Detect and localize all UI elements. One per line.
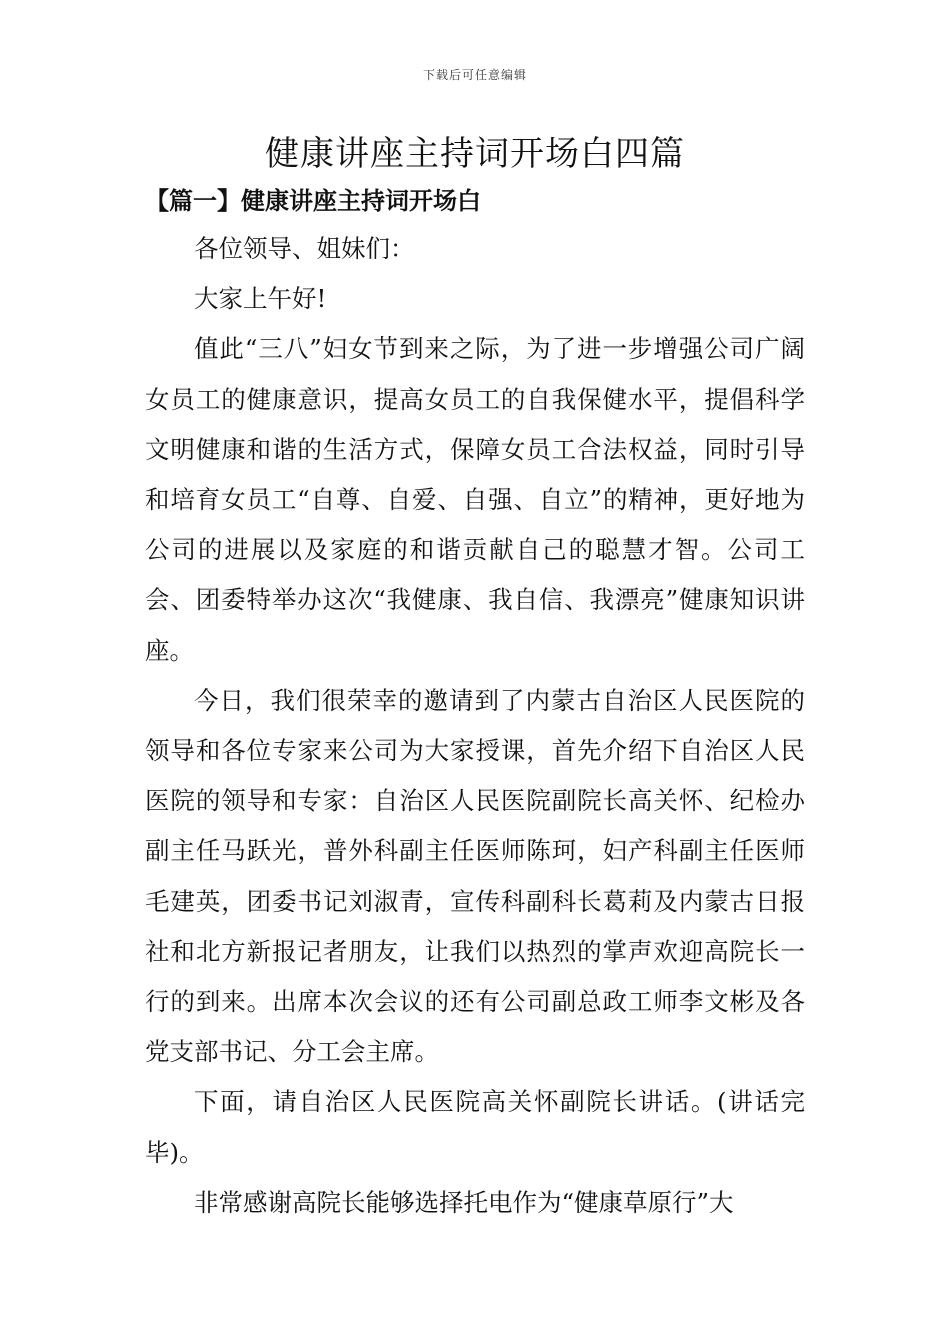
- document-body: [145, 224, 805, 1228]
- paragraph-intro: 值此“三八”妇女节到来之际，为了进一步增强公司广阔女员工的健康意识，提高女员工的自我保健水平，提倡科学文明健康和谐的生活方式，保障女员工合法权益，同时引导和培育女员工“自尊、自爱、自强、自立”的精神，更好地为公司的进展以及家庭的和谐贡献自己的聪慧才智。公司工会、团委特举办这次“我健康、我自信、我漂亮”健康知识讲座。: [145, 334, 805, 665]
- paragraph-salutation: 大家上午好!: [194, 284, 327, 314]
- section-heading: 【篇一】健康讲座主持词开场白: [145, 186, 481, 215]
- document-title: 健康讲座主持词开场白四篇: [265, 134, 685, 174]
- paragraph-greeting: 各位领导、姐妹们：: [194, 234, 415, 263]
- header-note: 下载后可任意编辑: [422, 68, 527, 82]
- paragraph-guests: 今日，我们很荣幸的邀请到了内蒙古自治区人民医院的领导和各位专家来公司为大家授课，首先介绍下自治区人民医院的领导和专家：自治区人民医院副院长高关怀、纪检办副主任马跃光，普外科副主任医师陈珂，妇产科副主任医师毛建英，团委书记刘淑青，宣传科副科长葛莉及内蒙古日报社和北方新报记者朋友，让我们以热烈的掌声欢迎高院长一行的到来。出席本次会议的还有公司副总政工师李文彬及各党支部书记、分工会主席。: [145, 685, 805, 1067]
- paragraph-speech: 下面，请自治区人民医院高关怀副院长讲话。(讲话完毕)。: [145, 1087, 805, 1167]
- paragraph-thanks: 非常感谢高院长能够选择托电作为“健康草原行”大: [194, 1187, 734, 1217]
